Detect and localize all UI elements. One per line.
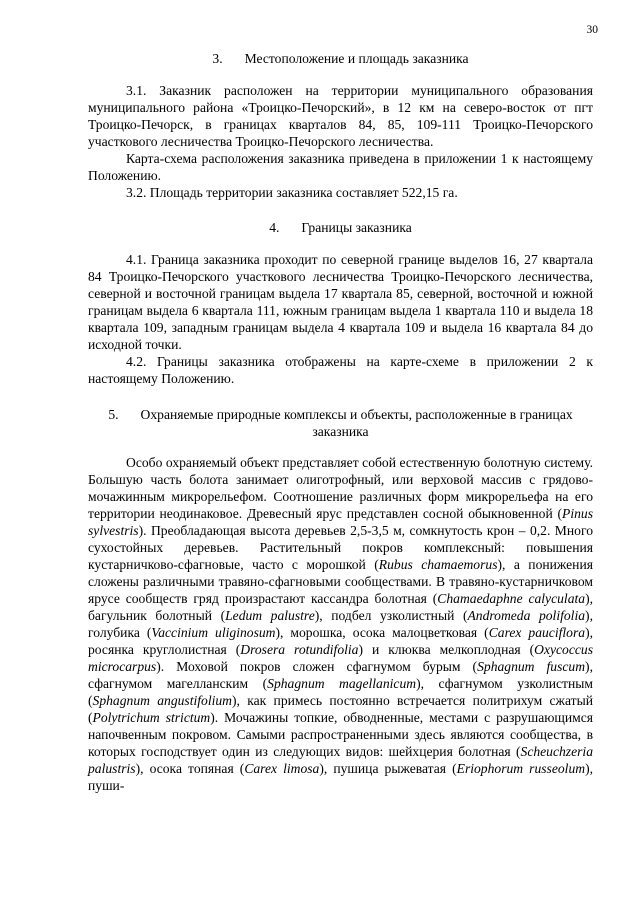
- section-4-title: Границы заказника: [301, 220, 412, 235]
- paragraph-text: ), подбел узколистный (: [314, 608, 468, 623]
- paragraph-4-2: 4.2. Границы заказника отображены на карте-схеме в приложении 2 к настоящему Положению.: [88, 354, 593, 386]
- species-latin-name: Carex pauciflora: [488, 625, 586, 640]
- paragraph-text: ), пуши-: [88, 761, 593, 793]
- species-latin-name: Rubus chamaemorus: [378, 557, 498, 572]
- page-number: 30: [586, 24, 598, 36]
- species-latin-name: Oxycoccus microcarpus: [88, 642, 593, 674]
- paragraph-text: ), как примесь постоянно встречается политрихум сжатый (: [88, 693, 593, 725]
- paragraph-text: ), а понижения сложены различными травяно-сфагновыми сообществами. В травяно-кустарничковом ярусе сообществ гряд произрастают кассандра болотная (: [88, 557, 593, 606]
- section-4-heading: [88, 219, 593, 236]
- paragraph-text: ). Мочажины топкие, обводненные, местами с разрушающимся напочвенным покровом. Самыми распространенными здесь являются сообщества, в которых господствует один из следующих видов: шейхцерия болотная (: [88, 710, 594, 759]
- paragraph-text: ), сфагнумом узколистным (: [88, 676, 593, 708]
- paragraph-text: Особо охраняемый объект представляет собой естественную болотную систему. Большую часть болота занимает олиготрофный, или верховой массив с грядово-мочажинным микрорельефом. Соотношение различных форм микрорельефа на его территории неодинаковое. Древесный ярус представлен сосной обыкновенной (: [88, 455, 593, 521]
- species-latin-name: Carex limosa: [244, 761, 320, 776]
- paragraph-text: ), росянка круглолистная (: [88, 625, 593, 657]
- species-latin-name: Chamaedaphne calyculata: [437, 591, 586, 606]
- paragraph-text: ), сфагнумом магелланским (: [88, 659, 593, 691]
- section-3-title: Местоположение и площадь заказника: [244, 51, 469, 66]
- paragraph-text: ), морошка, осока малоцветковая (: [275, 625, 489, 640]
- species-latin-name: Sphagnum angustifolium: [92, 693, 232, 708]
- paragraph-3-1-map: Карта-схема расположения заказника приведена в приложении 1 к настоящему Положению.: [88, 151, 593, 183]
- paragraph-text: ), багульник болотный (: [88, 591, 594, 623]
- species-latin-name: Andromeda polifolia: [467, 608, 586, 623]
- section-4-number: 4.: [269, 220, 280, 235]
- section-5-title: Охраняемые природные комплексы и объекты, расположенные в границах заказника: [140, 407, 573, 439]
- paragraph-text: ). Моховой покров сложен сфагнумом бурым (: [156, 659, 478, 674]
- document-body: [88, 46, 593, 794]
- paragraph-text: ), пушица рыжеватая (: [319, 761, 457, 776]
- paragraph-4-1: 4.1. Граница заказника проходит по северной границе выделов 16, 27 квартала 84 Троицко-Печорского участкового лесничества Троицко-Печорского лесничества, северной и восточной границам выдела 17 квартала 85, северной, восточной и южной границам выдела 6 квартала 111, южным границам выдела 1 квартала 110 и выдела 18 квартала 109, западным границам выдела 4 квартала 109 и выдела 16 квартала 84 до исходной точки.: [88, 252, 593, 352]
- species-latin-name: Ledum palustre: [225, 608, 315, 623]
- species-latin-name: Scheuchzeria palustris: [88, 744, 593, 776]
- section-5-heading: [88, 406, 593, 440]
- section-5-number: 5.: [108, 407, 119, 422]
- paragraph-5-body: [88, 454, 593, 794]
- species-latin-name: Sphagnum magellanicum: [267, 676, 417, 691]
- species-latin-name: Eriophorum russeolum: [456, 761, 586, 776]
- paragraph-text: ) и клюква мелкоплодная (: [358, 642, 535, 657]
- species-latin-name: Sphagnum fuscum: [477, 659, 586, 674]
- species-latin-name: Polytrichum strictum: [92, 710, 211, 725]
- species-latin-name: Vaccinium uliginosum: [151, 625, 276, 640]
- paragraph-3-2: 3.2. Площадь территории заказника составляет 522,15 га.: [126, 185, 458, 200]
- paragraph-text: ). Преобладающая высота деревьев 2,5-3,5 м, сомкнутость крон – 0,2. Много сухостойных деревьев. Растительный покров комплексный: повышения кустарничково-сфагновые, часто с морошкой (: [88, 523, 593, 572]
- paragraph-text: ), голубика (: [88, 608, 593, 640]
- section-3-heading: [88, 50, 593, 67]
- section-3-number: 3.: [212, 51, 223, 66]
- paragraph-text: ), осока топяная (: [135, 761, 245, 776]
- species-latin-name: Pinus sylvestris: [88, 506, 593, 538]
- species-latin-name: Drosera rotundifolia: [240, 642, 359, 657]
- paragraph-3-1: 3.1. Заказник расположен на территории муниципального образования муниципального района «Троицко-Печорский», в 12 км на северо-восток от пгт Троицко-Печорск, в границах кварталов 84, 85, 109-111 Троицко-Печорского участкового лесничества Троицко-Печорского лесничества.: [88, 83, 593, 149]
